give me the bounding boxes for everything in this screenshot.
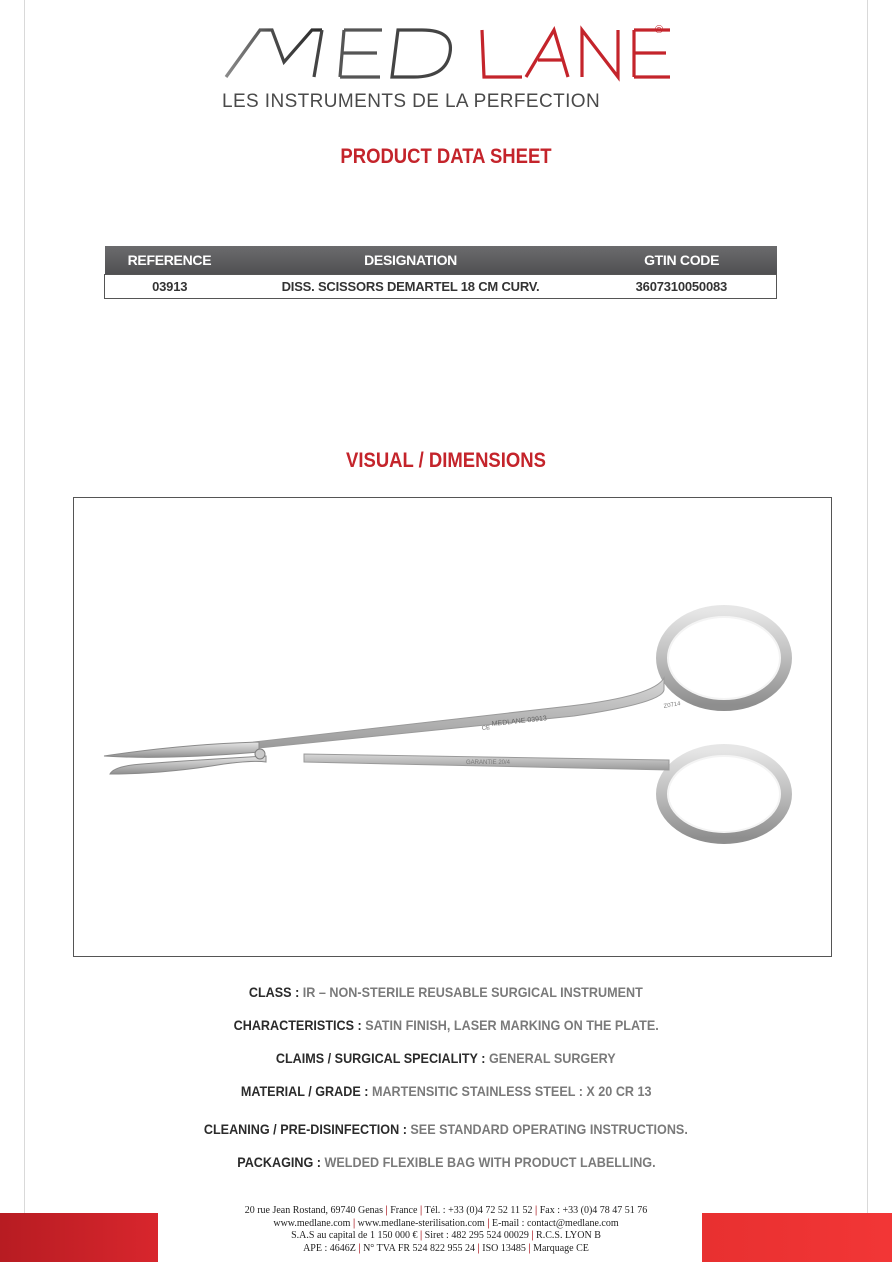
fax-text: Fax : +33 (0)4 78 47 51 76 (539, 1205, 648, 1216)
spec-packaging (0, 1154, 892, 1170)
separator: | (385, 1205, 388, 1216)
email-link[interactable]: E-mail : contact@medlane.com (491, 1217, 619, 1229)
footer-contact (0, 1205, 892, 1255)
spec-label: CLAIMS / SURGICAL SPECIALITY : (276, 1050, 486, 1066)
spec-label: MATERIAL / GRADE : (240, 1083, 369, 1099)
spec-value: GENERAL SURGERY (489, 1050, 616, 1066)
spec-class (0, 984, 892, 1000)
spec-label: CLEANING / PRE-DISINFECTION : (204, 1121, 408, 1137)
separator: | (535, 1205, 538, 1216)
separator: | (352, 1217, 356, 1229)
iso-text: ISO 13485 (482, 1242, 526, 1254)
page-border-right (867, 0, 868, 1262)
spec-value: WELDED FLEXIBLE BAG WITH PRODUCT LABELLING. (324, 1154, 656, 1170)
designation-header: DESIGNATION (234, 246, 586, 275)
spec-label: CLASS : (249, 984, 300, 1000)
page-border-left (24, 0, 25, 1262)
spec-value: SEE STANDARD OPERATING INSTRUCTIONS. (410, 1121, 688, 1137)
website-link[interactable]: www.medlane.com (273, 1217, 351, 1229)
separator: | (528, 1242, 531, 1254)
rcs-text: R.C.S. LYON B (536, 1230, 601, 1241)
separator: | (358, 1242, 361, 1254)
table-header-row (105, 246, 777, 275)
spec-material (0, 1083, 892, 1099)
sterilisation-website-link[interactable]: www.medlane-sterilisation.com (357, 1217, 485, 1229)
separator: | (419, 1230, 423, 1241)
engraving-code: Z0714 (663, 701, 682, 710)
product-visual-frame (73, 497, 832, 957)
spec-claims (0, 1050, 892, 1066)
brand-tagline: LES INSTRUMENTS DE LA PERFECTION (222, 91, 601, 112)
footer-line-company (0, 1230, 892, 1243)
footer-line-web (0, 1218, 892, 1231)
siret-text: Siret : 482 295 524 00029 (424, 1230, 529, 1241)
vat-text: N° TVA FR 524 822 955 24 (363, 1242, 476, 1254)
engraving-ce: CE (481, 725, 491, 732)
spec-value: MARTENSITIC STAINLESS STEEL : X 20 CR 13 (371, 1083, 652, 1099)
separator: | (477, 1242, 480, 1254)
spec-label: PACKAGING : (236, 1154, 321, 1170)
reference-cell: 03913 (105, 275, 235, 299)
scissors-image (74, 498, 831, 956)
capital-text: S.A.S au capital de 1 150 000 € (291, 1230, 418, 1241)
separator: | (487, 1217, 490, 1229)
spec-cleaning (0, 1121, 892, 1137)
footer-line-address (0, 1205, 892, 1218)
visual-dimensions-title: VISUAL / DIMENSIONS (346, 449, 546, 472)
reference-header: REFERENCE (105, 246, 235, 275)
spec-label: CHARACTERISTICS : (233, 1017, 362, 1033)
spec-characteristics (0, 1017, 892, 1033)
phone-text: Tél. : +33 (0)4 72 52 11 52 (424, 1205, 533, 1216)
ce-marking-text: Marquage CE (533, 1242, 589, 1254)
engraving-medlane: MEDLANE 03913 (491, 715, 548, 728)
product-reference-table (104, 246, 777, 299)
address-text: 20 rue Jean Rostand, 69740 Genas (244, 1205, 384, 1216)
table-row (105, 275, 777, 299)
spec-value: IR – NON-STERILE REUSABLE SURGICAL INSTRUMENT (302, 984, 643, 1000)
country-text: France (390, 1205, 418, 1216)
gtin-cell: 3607310050083 (587, 275, 777, 299)
footer-line-registration (0, 1243, 892, 1256)
product-data-sheet-title: PRODUCT DATA SHEET (340, 145, 552, 168)
designation-cell: DISS. SCISSORS DEMARTEL 18 CM CURV. (234, 275, 586, 299)
spec-value: SATIN FINISH, LASER MARKING ON THE PLATE. (365, 1017, 659, 1033)
gtin-header: GTIN CODE (587, 246, 777, 275)
separator: | (419, 1205, 423, 1216)
registered-mark: ® (655, 24, 664, 36)
engraving-garantie: GARANTIE 20/4 (466, 760, 511, 766)
separator: | (531, 1230, 534, 1241)
ape-text: APE : 4646Z (303, 1242, 356, 1254)
